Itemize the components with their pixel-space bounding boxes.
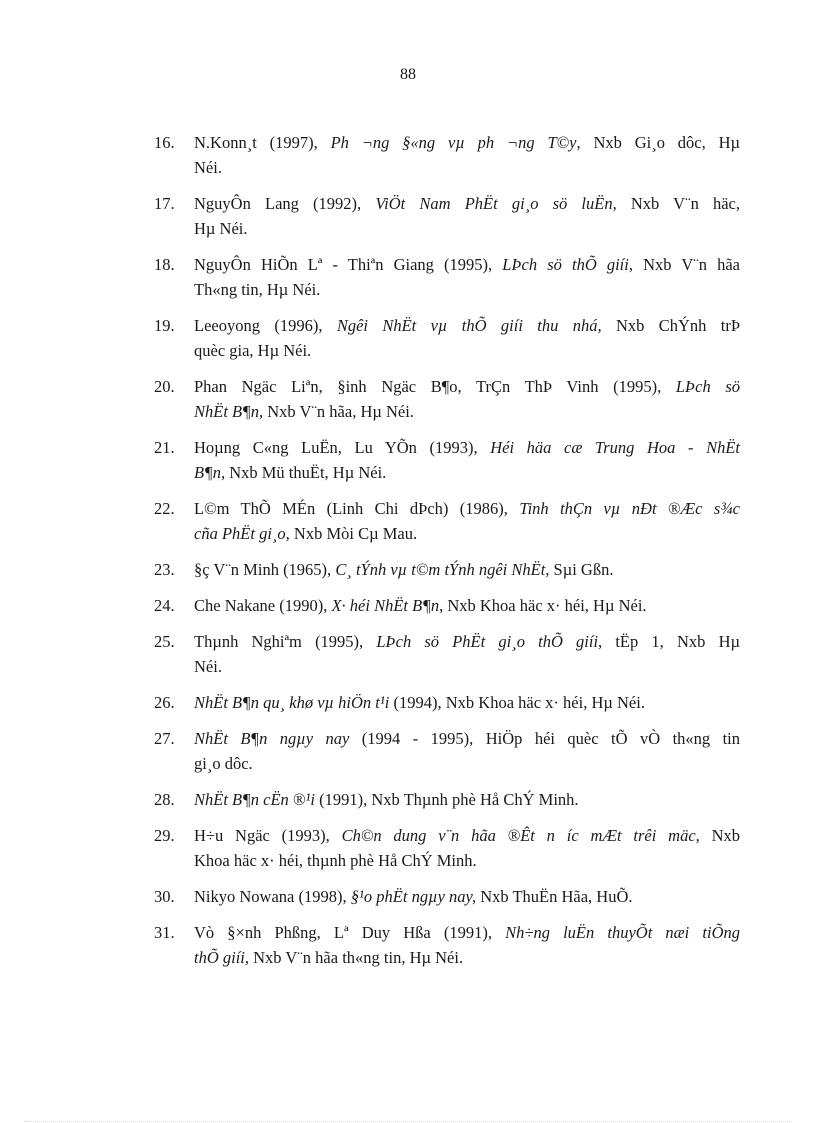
reference-publisher: (1994 - 1995), HiÖp héi quèc tÕ vÒ th«ng tin [349, 729, 741, 748]
reference-publisher-cont: Nxb V¨n hãa, Hµ Néi. [263, 402, 414, 421]
reference-title: C¸ tÝnh vµ t©m tÝnh ngêi NhËt, [335, 560, 550, 579]
reference-item [154, 823, 740, 873]
reference-publisher: , Nxb Khoa häc x· héi, Hµ Néi. [439, 596, 647, 615]
reference-title-cont: thÕ giíi, [194, 948, 250, 967]
reference-publisher: Nxb ChÝnh trÞ [601, 316, 741, 335]
reference-line-2 [194, 338, 740, 363]
reference-publisher: Nxb ThuËn Hãa, HuÕ. [476, 887, 633, 906]
reference-body [194, 920, 740, 970]
reference-item [154, 496, 740, 546]
reference-number: 22. [154, 499, 175, 518]
reference-item [154, 435, 740, 485]
reference-line-2 [194, 155, 740, 180]
reference-number: 16. [154, 133, 175, 152]
reference-continuation: Hµ Néi. [194, 219, 248, 238]
reference-body [194, 629, 740, 679]
reference-item [154, 593, 740, 618]
reference-title: §¹o phËt ngµy nay, [350, 887, 477, 906]
reference-body [194, 252, 740, 302]
reference-line-1 [194, 787, 740, 812]
reference-body [194, 726, 740, 776]
reference-author: NguyÔn Lang (1992), [194, 194, 376, 213]
reference-item [154, 130, 740, 180]
reference-continuation: quèc gia, Hµ Néi. [194, 341, 312, 360]
reference-number: 25. [154, 632, 175, 651]
reference-number: 23. [154, 560, 175, 579]
reference-body [194, 191, 740, 241]
reference-line-1 [194, 313, 740, 338]
reference-line-2 [194, 945, 740, 970]
page-number: 88 [400, 66, 416, 83]
reference-author: H÷u Ngäc (1993), [194, 826, 342, 845]
reference-line-1 [194, 690, 740, 715]
reference-item [154, 629, 740, 679]
reference-continuation: Néi. [194, 158, 222, 177]
reference-body [194, 313, 740, 363]
reference-line-2 [194, 751, 740, 776]
reference-number: 20. [154, 377, 175, 396]
reference-body [194, 130, 740, 180]
reference-title: Ngêi NhËt vµ thÕ giíi thu nhá, [336, 316, 602, 335]
reference-item [154, 726, 740, 776]
reference-line-1 [194, 374, 740, 399]
reference-publisher: (1994), Nxb Khoa häc x· héi, Hµ Néi. [389, 693, 645, 712]
reference-body [194, 496, 740, 546]
reference-publisher: , Nxb V¨n häc, [612, 194, 740, 213]
reference-number: 29. [154, 826, 175, 845]
reference-title: Ch©n dung v¨n hãa ®Êt n íc mÆt trêi mäc, [341, 826, 700, 845]
reference-line-2 [194, 848, 740, 873]
reference-number: 21. [154, 438, 175, 457]
reference-title-cont: cña PhËt gi¸o, [194, 524, 290, 543]
reference-author: Hoµng C«ng LuËn, Lu YÕn (1993), [194, 438, 491, 457]
reference-publisher: (1991), Nxb Thµnh phè Hå ChÝ Minh. [314, 790, 579, 809]
reference-line-2 [194, 654, 740, 679]
reference-author: N.Konn¸t (1997), [194, 133, 331, 152]
reference-title: NhËt B¶n qu¸ khø vµ hiÖn t¹i [194, 693, 390, 712]
reference-line-1 [194, 884, 740, 909]
reference-item [154, 884, 740, 909]
reference-item [154, 690, 740, 715]
reference-line-1 [194, 593, 740, 618]
reference-publisher-cont: Nxb V¨n hãa th«ng tin, Hµ Néi. [249, 948, 464, 967]
reference-publisher: , Nxb Gi¸o dôc, Hµ [576, 133, 740, 152]
reference-title: LÞch sö [675, 377, 741, 396]
reference-line-1 [194, 496, 740, 521]
reference-author: Thµnh Nghiªm (1995), [194, 632, 377, 651]
reference-publisher: Nxb V¨n hãa [632, 255, 740, 274]
reference-continuation: Néi. [194, 657, 222, 676]
reference-continuation: gi¸o dôc. [194, 754, 253, 773]
reference-publisher: tËp 1, Nxb Hµ [602, 632, 740, 651]
reference-body [194, 557, 740, 582]
reference-title-cont: B¶n, [194, 463, 226, 482]
reference-author: Nikyo Nowana (1998), [194, 887, 351, 906]
reference-item [154, 374, 740, 424]
reference-author: Phan Ngäc Liªn, §inh Ngäc B¶o, TrÇn ThÞ Vinh (1995), [194, 377, 676, 396]
reference-body [194, 593, 740, 618]
reference-title: NhËt B¶n ngµy nay [194, 729, 350, 748]
reference-item [154, 557, 740, 582]
reference-body [194, 374, 740, 424]
reference-publisher: Nxb [699, 826, 740, 845]
reference-number: 30. [154, 887, 175, 906]
reference-title: Héi häa cæ Trung Hoa - NhËt [490, 438, 741, 457]
reference-line-1 [194, 252, 740, 277]
reference-continuation: Th«ng tin, Hµ Néi. [194, 280, 321, 299]
reference-line-1 [194, 629, 740, 654]
reference-publisher-cont: Nxb Mü thuËt, Hµ Néi. [225, 463, 387, 482]
reference-author: NguyÔn HiÕn Lª - Thiªn Giang (1995), [194, 255, 503, 274]
reference-item [154, 920, 740, 970]
reference-line-2 [194, 521, 740, 546]
reference-title: Ph ¬ng §«ng vµ ph ¬ng T©y [330, 133, 577, 152]
reference-line-2 [194, 460, 740, 485]
reference-number: 17. [154, 194, 175, 213]
reference-author: L©m ThÕ MÉn (Linh Chi dÞch) (1986), [194, 499, 520, 518]
reference-line-1 [194, 726, 740, 751]
reference-publisher-cont: Nxb Mòi Cµ Mau. [289, 524, 418, 543]
reference-line-1 [194, 920, 740, 945]
reference-author: Che Nakane (1990), [194, 596, 332, 615]
reference-line-1 [194, 130, 740, 155]
reference-publisher: Sµi Gßn. [549, 560, 614, 579]
reference-number: 24. [154, 596, 175, 615]
reference-number: 18. [154, 255, 175, 274]
reference-line-1 [194, 191, 740, 216]
reference-continuation: Khoa häc x· héi, thµnh phè Hå ChÝ Minh. [194, 851, 477, 870]
reference-author: Vò §×nh Phßng, Lª Duy Hßa (1991), [194, 923, 506, 942]
reference-item [154, 787, 740, 812]
reference-list [154, 130, 740, 981]
reference-body [194, 435, 740, 485]
reference-item [154, 191, 740, 241]
reference-line-1 [194, 823, 740, 848]
page-bottom-divider [24, 1121, 792, 1122]
reference-line-2 [194, 399, 740, 424]
reference-number: 27. [154, 729, 175, 748]
reference-number: 26. [154, 693, 175, 712]
reference-title: LÞch sö PhËt gi¸o thÕ giíi, [376, 632, 603, 651]
reference-body [194, 690, 740, 715]
reference-number: 19. [154, 316, 175, 335]
reference-body [194, 884, 740, 909]
reference-number: 28. [154, 790, 175, 809]
reference-title: NhËt B¶n cËn ®¹i [194, 790, 315, 809]
reference-title: X· héi NhËt B¶n [331, 596, 440, 615]
reference-line-2 [194, 216, 740, 241]
reference-title: LÞch sö thÕ giíi, [502, 255, 633, 274]
reference-item [154, 313, 740, 363]
reference-line-1 [194, 557, 740, 582]
reference-title: Tinh thÇn vµ nÐt ®Æc s¾c [519, 499, 740, 518]
reference-body [194, 823, 740, 873]
reference-author: Leeoyong (1996), [194, 316, 337, 335]
reference-title: ViÖt Nam PhËt gi¸o sö luËn [375, 194, 613, 213]
reference-number: 31. [154, 923, 175, 942]
reference-item [154, 252, 740, 302]
reference-line-1 [194, 435, 740, 460]
reference-title-cont: NhËt B¶n, [194, 402, 264, 421]
reference-author: §ç V¨n Minh (1965), [194, 560, 336, 579]
reference-line-2 [194, 277, 740, 302]
reference-title: Nh÷ng luËn thuyÕt næi tiÕng [505, 923, 740, 942]
reference-body [194, 787, 740, 812]
